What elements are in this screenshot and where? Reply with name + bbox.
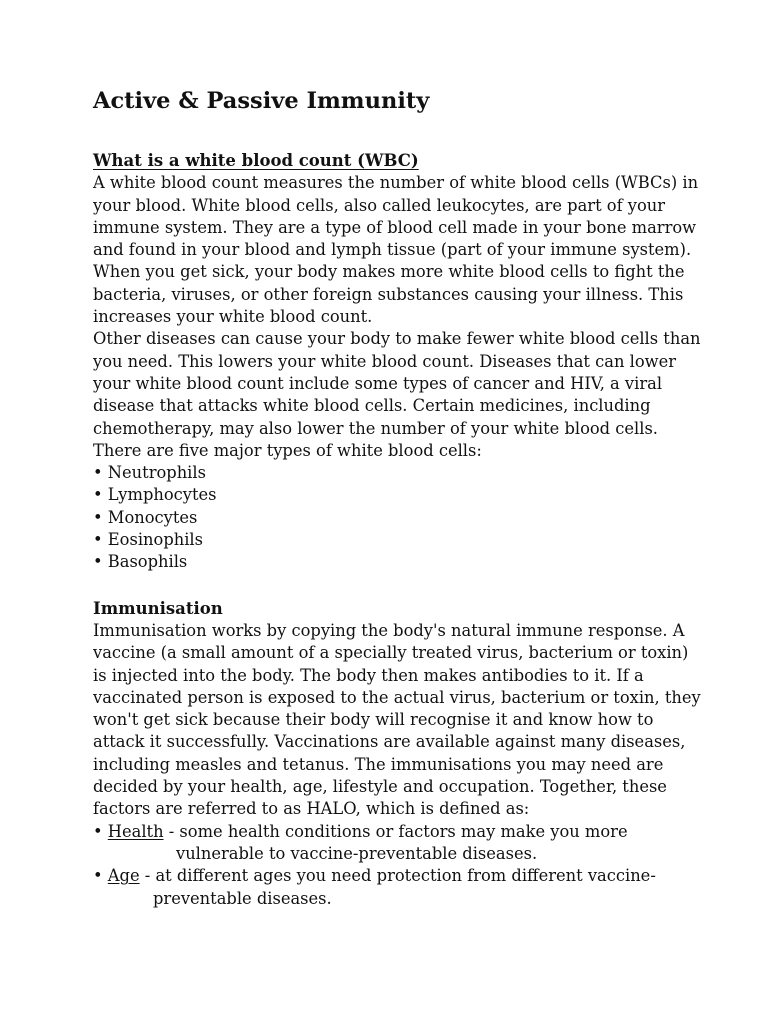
- paragraph-line: is injected into the body. The body then makes antibodies to it. If a: [93, 665, 644, 685]
- paragraph-line: chemotherapy, may also lower the number of your white blood cells.: [93, 418, 658, 438]
- section-spacer: [93, 574, 733, 598]
- paragraph-line: Immunisation works by copying the body's natural immune response. A: [93, 620, 685, 640]
- paragraph-line: decided by your health, age, lifestyle and occupation. Together, these: [93, 777, 667, 797]
- paragraph-line: you need. This lowers your white blood count. Diseases that can lower: [93, 351, 676, 371]
- list-item: • Basophils: [93, 552, 188, 572]
- halo-term-age: Age: [107, 866, 140, 886]
- paragraph-line: your white blood count include some types of cancer and HIV, a viral: [93, 373, 663, 393]
- bullet: •: [93, 866, 108, 886]
- paragraph-line: immune system. They are a type of blood cell made in your bone marrow: [93, 217, 697, 237]
- paragraph-line: including measles and tetanus. The immunisations you may need are: [93, 754, 664, 774]
- immunisation-section: [93, 598, 733, 910]
- halo-item-age: [93, 865, 733, 910]
- list-item: • Neutrophils: [93, 463, 206, 483]
- paragraph-line: won't get sick because their body will recognise it and know how to: [93, 710, 654, 730]
- halo-continuation-line: preventable diseases.: [153, 888, 332, 908]
- list-item: • Eosinophils: [93, 530, 203, 550]
- halo-item-first-line: [93, 821, 733, 843]
- immunisation-paragraph: [93, 620, 733, 821]
- paragraph-line: increases your white blood count.: [93, 307, 373, 327]
- halo-item-first-line: [93, 865, 733, 887]
- wbc-paragraph: [93, 172, 733, 462]
- wbc-heading: What is a white blood count (WBC): [93, 151, 419, 170]
- halo-term-health: Health: [107, 821, 164, 841]
- paragraph-line: vaccine (a small amount of a specially treated virus, bacterium or toxin): [93, 643, 689, 663]
- paragraph-line: attack it successfully. Vaccinations are available against many diseases,: [93, 732, 686, 752]
- wbc-types-list: [93, 462, 733, 573]
- halo-description: - some health conditions or factors may make you more: [163, 821, 628, 841]
- paragraph-line: your blood. White blood cells, also called leukocytes, are part of your: [93, 195, 666, 215]
- document-title: Active & Passive Immunity: [93, 88, 430, 114]
- paragraph-line: bacteria, viruses, or other foreign substances causing your illness. This: [93, 284, 684, 304]
- paragraph-line: When you get sick, your body makes more white blood cells to fight the: [93, 262, 685, 282]
- list-item: • Monocytes: [93, 507, 198, 527]
- document-page: [93, 86, 733, 910]
- halo-description: - at different ages you need protection from different vaccine-: [139, 866, 656, 886]
- paragraph-line: There are five major types of white blood cells:: [93, 440, 482, 460]
- list-item: • Lymphocytes: [93, 485, 217, 505]
- paragraph-line: disease that attacks white blood cells. Certain medicines, including: [93, 396, 651, 416]
- immunisation-heading: Immunisation: [93, 598, 223, 618]
- paragraph-line: vaccinated person is exposed to the actual virus, bacterium or toxin, they: [93, 687, 701, 707]
- halo-continuation-line: vulnerable to vaccine-preventable diseases.: [176, 843, 538, 863]
- halo-item-health: [93, 821, 733, 866]
- paragraph-line: A white blood count measures the number of white blood cells (WBCs) in: [93, 173, 699, 193]
- paragraph-line: and found in your blood and lymph tissue (part of your immune system).: [93, 240, 692, 260]
- paragraph-line: Other diseases can cause your body to make fewer white blood cells than: [93, 329, 701, 349]
- paragraph-line: factors are referred to as HALO, which is defined as:: [93, 799, 530, 819]
- bullet: •: [93, 821, 108, 841]
- halo-list: [93, 821, 733, 910]
- wbc-section: [93, 150, 733, 574]
